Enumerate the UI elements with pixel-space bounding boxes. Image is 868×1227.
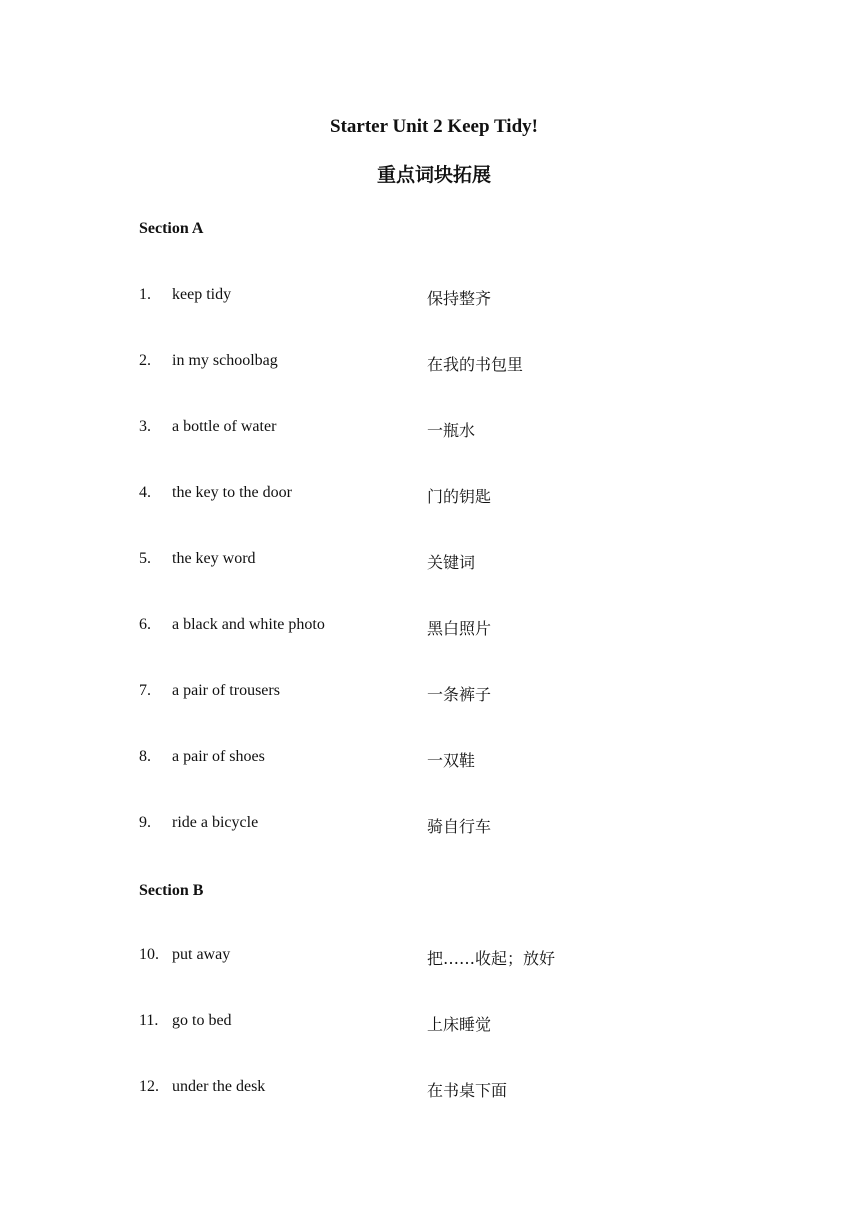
- item-chinese: 上床睡觉: [427, 1015, 492, 1034]
- item-english: a pair of trousers: [172, 682, 280, 699]
- list-item: [139, 352, 739, 376]
- item-english: keep tidy: [172, 286, 232, 303]
- item-english: put away: [172, 946, 231, 963]
- item-chinese: 在书桌下面: [427, 1081, 508, 1100]
- item-english: a bottle of water: [172, 418, 277, 435]
- item-chinese: 黑白照片: [427, 619, 492, 638]
- item-chinese: 门的钥匙: [427, 487, 492, 506]
- page-subtitle: 重点词块拓展: [376, 164, 491, 186]
- list-item: [139, 286, 739, 310]
- list-item: [139, 1012, 739, 1036]
- item-chinese: 保持整齐: [427, 289, 492, 308]
- section-b-heading: Section B: [139, 882, 204, 899]
- item-chinese: 一双鞋: [427, 751, 476, 770]
- item-english: in my schoolbag: [172, 352, 278, 369]
- item-number: 12.: [139, 1078, 159, 1095]
- list-item: [139, 484, 739, 508]
- list-item: [139, 418, 739, 442]
- item-number: 1.: [139, 286, 151, 303]
- item-number: 2.: [139, 352, 151, 369]
- item-chinese: 把……收起；放好: [427, 949, 556, 968]
- item-number: 9.: [139, 814, 151, 831]
- item-english: under the desk: [172, 1078, 266, 1095]
- list-item: [139, 946, 739, 970]
- item-number: 3.: [139, 418, 151, 435]
- list-item: [139, 682, 739, 706]
- list-item: [139, 550, 739, 574]
- item-english: the key to the door: [172, 484, 292, 501]
- item-number: 6.: [139, 616, 151, 633]
- item-english: a black and white photo: [172, 616, 325, 633]
- page-title: Starter Unit 2 Keep Tidy!: [330, 116, 538, 137]
- item-english: a pair of shoes: [172, 748, 265, 765]
- list-item: [139, 616, 739, 640]
- item-english: the key word: [172, 550, 256, 567]
- item-chinese: 关键词: [427, 553, 476, 572]
- item-chinese: 骑自行车: [427, 817, 492, 836]
- item-number: 4.: [139, 484, 151, 501]
- list-item: [139, 814, 739, 838]
- list-item: [139, 1078, 739, 1102]
- item-chinese: 一条裤子: [427, 685, 492, 704]
- item-english: ride a bicycle: [172, 814, 259, 831]
- item-number: 8.: [139, 748, 151, 765]
- item-number: 11.: [139, 1012, 159, 1029]
- item-chinese: 在我的书包里: [427, 355, 524, 374]
- list-item: [139, 748, 739, 772]
- section-a-heading: Section A: [139, 220, 204, 237]
- item-english: go to bed: [172, 1012, 232, 1029]
- item-number: 7.: [139, 682, 151, 699]
- item-number: 10.: [139, 946, 159, 963]
- item-chinese: 一瓶水: [427, 421, 476, 440]
- item-number: 5.: [139, 550, 151, 567]
